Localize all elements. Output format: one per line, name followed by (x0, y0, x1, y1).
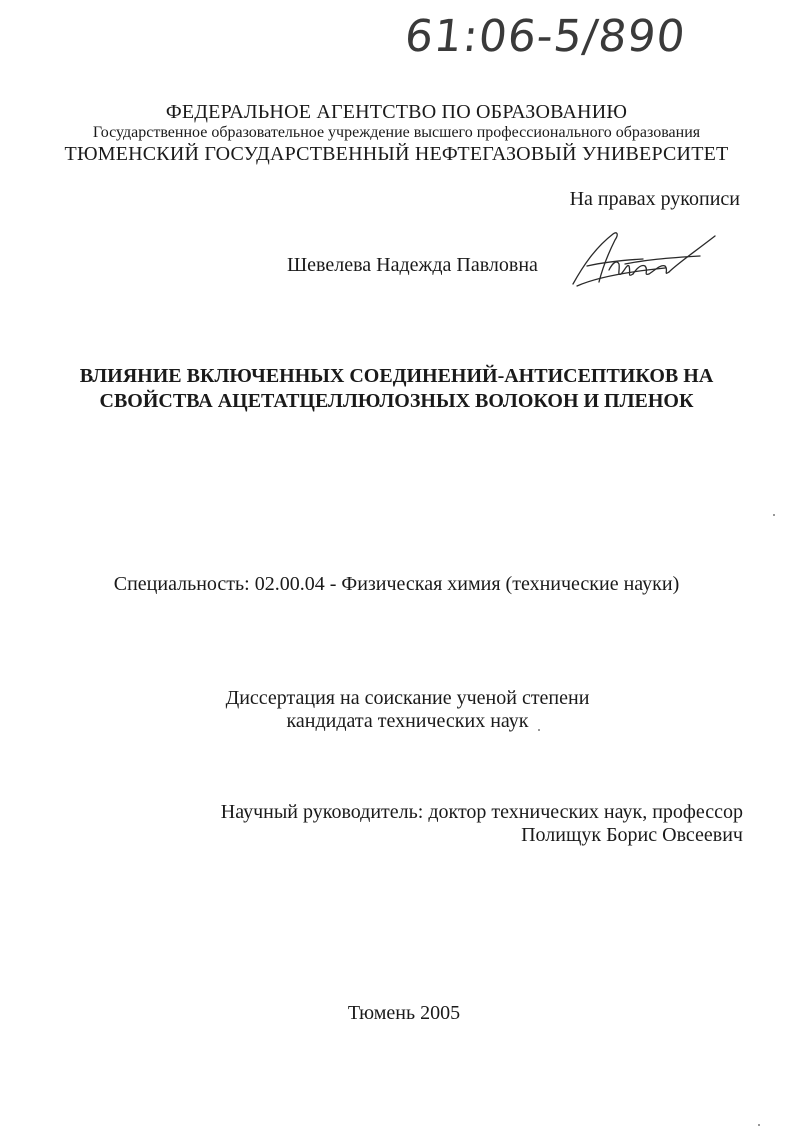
dissertation-title-line-1: ВЛИЯНИЕ ВКЛЮЧЕННЫХ СОЕДИНЕНИЙ-АНТИСЕПТИКОВ НА (79, 365, 714, 387)
specialty: Специальность: 02.00.04 - Физическая химия (технические науки) (113, 573, 680, 595)
agency-name: ФЕДЕРАЛЬНОЕ АГЕНТСТВО ПО ОБРАЗОВАНИЮ (165, 101, 628, 123)
signature-icon (565, 226, 725, 296)
author-name: Шевелева Надежда Павловна (287, 254, 538, 276)
institution-type: Государственное образовательное учреждение высшего профессионального образования (92, 124, 701, 141)
manuscript-note: На правах рукописи (569, 188, 740, 210)
city-year: Тюмень 2005 (347, 1002, 461, 1024)
degree-line-2: кандидата технических наук (286, 710, 529, 732)
scan-speck (538, 729, 540, 731)
scan-speck (773, 514, 775, 516)
university-name: ТЮМЕНСКИЙ ГОСУДАРСТВЕННЫЙ НЕФТЕГАЗОВЫЙ УНИВЕРСИТЕТ (64, 143, 729, 165)
supervisor-title: Научный руководитель: доктор технических наук, профессор (220, 801, 743, 823)
scan-speck (758, 1124, 760, 1126)
degree-line-1: Диссертация на соискание ученой степени (225, 687, 590, 709)
supervisor-name: Полищук Борис Овсеевич (521, 824, 743, 846)
archive-code: 61:06-5/890 (402, 11, 689, 62)
dissertation-title-line-2: СВОЙСТВА АЦЕТАТЦЕЛЛЮЛОЗНЫХ ВОЛОКОН И ПЛЕНОК (99, 390, 694, 412)
